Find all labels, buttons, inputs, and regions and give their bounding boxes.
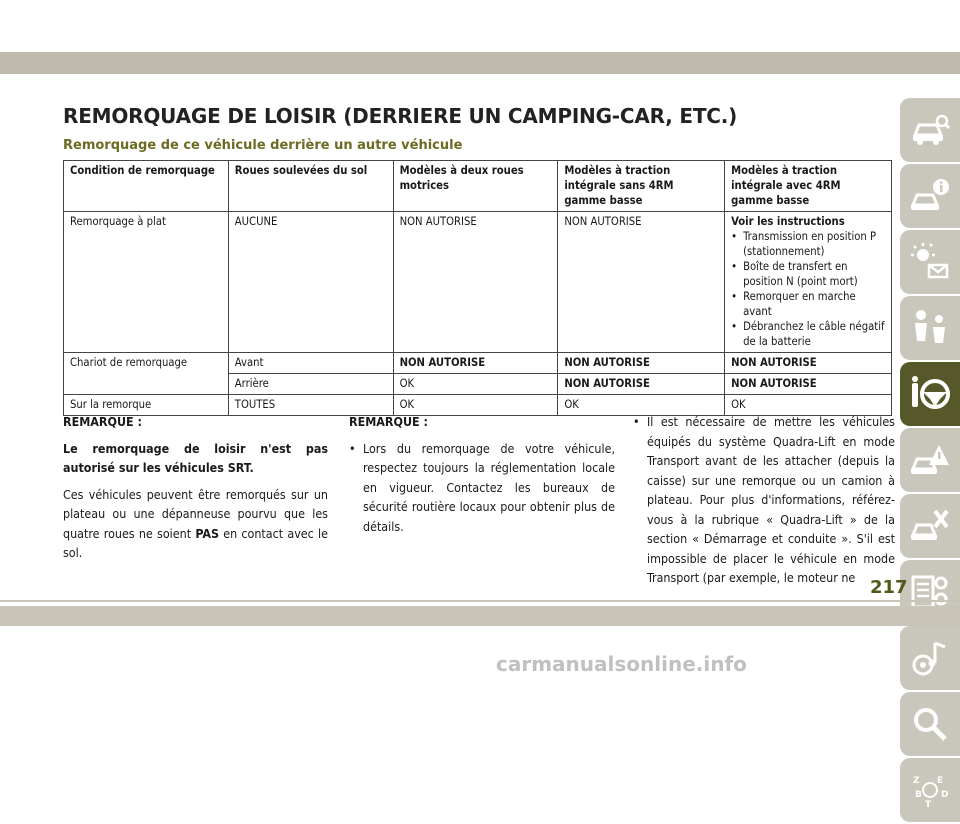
cell-value: NON AUTORISE: [564, 377, 650, 390]
cell-awd-low: [725, 353, 892, 374]
tab-driving[interactable]: [900, 362, 960, 426]
cell-condition: Sur la remorque: [64, 395, 229, 416]
towing-table: [63, 160, 892, 416]
warning-lights-icon: [909, 241, 951, 283]
header-awd-low: Modèles à traction intégrale avec 4RM gamme basse: [725, 161, 892, 212]
tab-info[interactable]: [900, 164, 960, 228]
tab-emergency[interactable]: [900, 428, 960, 492]
list-item: • Débranchez le câble négatif de la batterie: [731, 319, 885, 349]
cell-value: NON AUTORISE: [399, 356, 486, 369]
tab-vehicle[interactable]: [900, 98, 960, 162]
header-awd-no-low: Modèles à traction intégrale sans 4RM gamme basse: [558, 161, 725, 212]
remark-label: REMARQUE :: [349, 414, 428, 429]
tab-service[interactable]: [900, 494, 960, 558]
header-condition: Condition de remorquage: [64, 161, 229, 212]
cell-value: NON AUTORISE: [564, 356, 650, 369]
svg-text:D: D: [941, 790, 949, 800]
cell-condition: Remorquage à plat: [64, 212, 229, 353]
cell-two-wd: [393, 353, 558, 374]
cell-condition: Chariot de remorquage: [64, 353, 229, 395]
section-subtitle: Remorquage de ce véhicule derrière un autre véhicule: [63, 138, 463, 153]
watermark: carmanualsonline.info: [496, 652, 747, 676]
language-index-icon: [909, 769, 951, 811]
svg-text:B: B: [915, 790, 922, 800]
instructions-list: [731, 229, 885, 349]
cell-two-wd: OK: [393, 395, 558, 416]
header-wheels: Roues soulevées du sol: [228, 161, 393, 212]
tab-index[interactable]: [900, 692, 960, 756]
tab-multimedia[interactable]: [900, 626, 960, 690]
cell-awd-no-low: OK: [558, 395, 725, 416]
list-item: • Remorquer en marche avant: [731, 289, 885, 319]
cell-wheels: AUCUNE: [228, 212, 393, 353]
search-index-icon: [909, 703, 951, 745]
cell-value: NON AUTORISE: [731, 377, 817, 390]
airbag-safety-icon: [909, 307, 951, 349]
chapter-tabs: [900, 98, 960, 824]
cell-two-wd: NON AUTORISE: [393, 212, 558, 353]
header-two-wd: Modèles à deux roues motrices: [393, 161, 558, 212]
bullet-paragraph: • Lors du remorquage de votre véhicule, respectez toujours la réglementation locale en vigueur. Contactez les bureaux de sécurité routière locaux pour obtenir plus de détails.: [349, 439, 615, 537]
cell-wheels: Avant: [228, 353, 393, 374]
steering-wheel-icon: [909, 373, 951, 415]
multimedia-icon: [909, 637, 951, 679]
body-paragraph: [63, 485, 328, 563]
page-number: 217: [870, 577, 908, 598]
tab-warning-lights[interactable]: [900, 230, 960, 294]
cell-awd-no-low: NON AUTORISE: [558, 212, 725, 353]
bottom-rule: [0, 600, 960, 602]
table-header-row: [64, 161, 892, 212]
tab-languages[interactable]: [900, 758, 960, 822]
emergency-triangle-icon: [909, 439, 951, 481]
tab-safety[interactable]: [900, 296, 960, 360]
list-item: • Boîte de transfert en position N (point mort): [731, 259, 885, 289]
top-band: [0, 52, 960, 74]
car-info-icon: [909, 175, 951, 217]
instructions-title: Voir les instructions: [731, 215, 845, 228]
cell-wheels: Arrière: [228, 374, 393, 395]
svg-text:E: E: [937, 776, 944, 786]
cell-value: NON AUTORISE: [731, 356, 817, 369]
cell-awd-no-low: [558, 353, 725, 374]
table-row: [64, 353, 892, 374]
remark-text: Le remorquage de loisir n'est pas autorisé sur les véhicules SRT.: [63, 440, 328, 475]
maintenance-tools-icon: [909, 505, 951, 547]
car-inspection-icon: [909, 109, 951, 151]
text-column-3: [633, 412, 895, 595]
paragraph-text: Ces véhicules peuvent être remorqués sur un plateau ou une dépanneuse pourvu que les quatre roues ne soient: [63, 486, 328, 541]
bottom-band: [0, 606, 960, 626]
cell-two-wd: OK: [393, 374, 558, 395]
cell-awd-low: OK: [725, 395, 892, 416]
cell-awd-no-low: [558, 374, 725, 395]
cell-wheels: TOUTES: [228, 395, 393, 416]
svg-text:Z: Z: [913, 776, 920, 786]
table-row: [64, 212, 892, 353]
list-item: • Transmission en position P (stationnement): [731, 229, 885, 259]
remark-label: REMARQUE :: [63, 414, 142, 429]
cell-instructions: [725, 212, 892, 353]
text-column-1: [63, 412, 328, 570]
bullet-paragraph: • Il est nécessaire de mettre les véhicules équipés du système Quadra-Lift en mode Transport avant de les attacher (depuis la caisse) sur une remorque ou un camion à plateau. Pour plus d'informations, référez-vous à la rubrique « Quadra-Lift » de la section « Démarrage et conduite ». S'il est impossible de placer le véhicule en mode Transport (par exemple, le moteur ne: [633, 412, 895, 588]
svg-text:T: T: [925, 800, 932, 810]
paragraph-text: en contact avec le sol.: [63, 525, 328, 560]
text-column-2: [349, 412, 615, 543]
emphasis-text: PAS: [195, 525, 219, 541]
cell-awd-low: [725, 374, 892, 395]
page-title: REMORQUAGE DE LOISIR (DERRIERE UN CAMPING-CAR, ETC.): [63, 104, 738, 128]
